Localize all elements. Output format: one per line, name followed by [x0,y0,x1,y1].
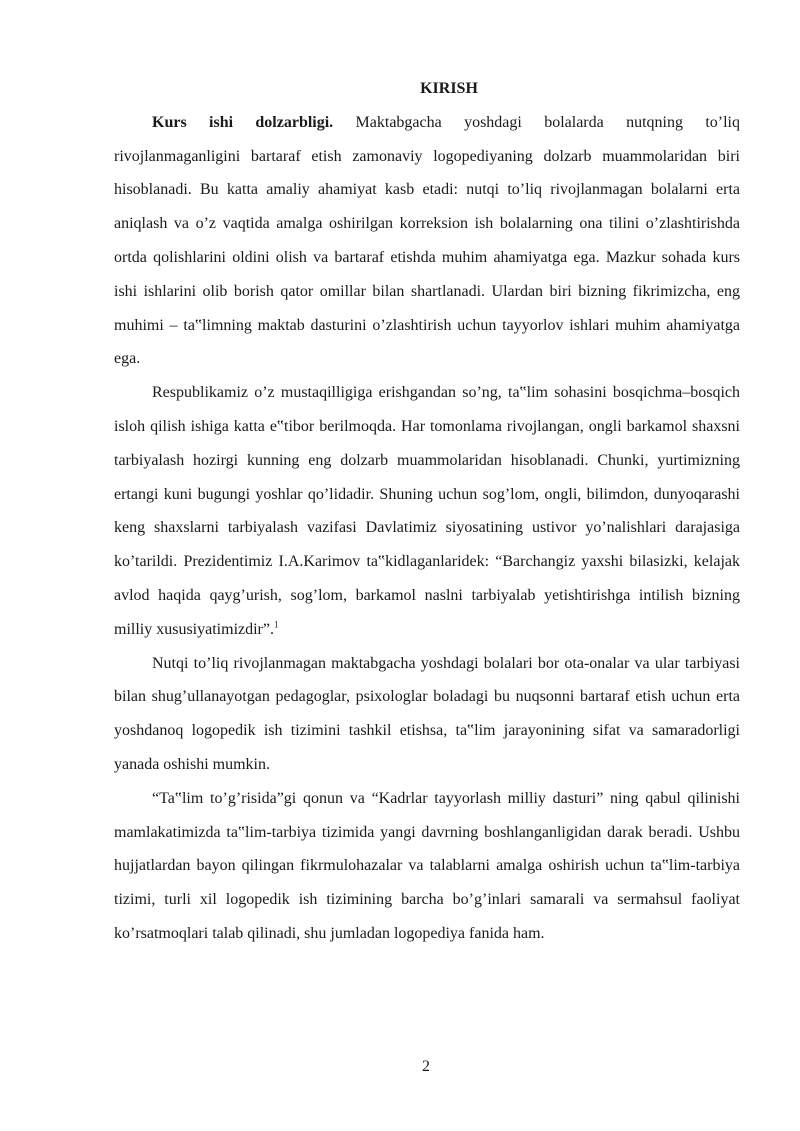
page-title: KIRISH [420,80,478,97]
paragraph-republic [114,376,740,646]
page-number: 2 [422,1058,430,1075]
paragraph-text: Nutqi to’liq rivojlanmagan maktabgacha yoshdagi bolalari bor ota-onalar va ular tarbiyasi bilan shug’ullanayotgan pedagoglar, psixologlar boladagi bu nuqsonni bartaraf etish uchun erta yoshdanoq logopedik ish tizimini tashkil etishsa, ta‟lim jarayonining sifat va samaradorligi yanada oshishi mumkin. [114,654,740,773]
footnote-marker[interactable]: 1 [273,619,279,630]
paragraph-law [114,782,740,951]
paragraph-text: “Ta‟lim to’g’risida”gi qonun va “Kadrlar tayyorlash milliy dasturi” ning qabul qilinishi mamlakatimizda ta‟lim-tarbiya tizimida yangi davrning boshlanganligidan darak beradi. Ushbu hujjatlardan bayon qilingan fikrmulohazalar va talablarni amalga oshirish uchun ta‟lim-tarbiya tizimi, turli xil logopedik ish tizimining barcha bo’g’inlari samarali va sermahsul faoliyat ko’rsatmoqlari talab qilinadi, shu jumladan logopediya fanida ham. [114,789,740,942]
paragraph-lead: Kurs ishi dolzarbligi. [152,113,334,131]
paragraph-parents [114,647,740,782]
document-page [114,72,740,951]
paragraph-text: Respublikamiz o’z mustaqilligiga erishgandan so’ng, ta‟lim sohasini bosqichma–bosqich isloh qilish ishiga katta e‟tibor berilmoqda. Har tomonlama rivojlangan, ongli barkamol shaxsni tarbiyalash hozirgi kunning eng dolzarb muammolaridan hisoblanadi. Chunki, yurtimizning ertangi kuni bugungi yoshlar qo’lidadir. Shuning uchun sog’lom, ongli, bilimdon, dunyoqarashi keng shaxslarni tarbiyalash vazifasi Davlatimiz siyosatining ustivor yo’nalishlari darajasiga ko’tarildi. Prezidentimiz I.A.Karimov ta‟kidlaganlaridek: “Barchangiz yaxshi bilasizki, kelajak avlod haqida qayg’urish, sog’lom, barkamol naslni tarbiyalab yetishtirishga intilish bizning milliy xususiyatimizdir”. [114,384,740,638]
paragraph-text: Maktabgacha yoshdagi bolalarda nutqning to’liq rivojlanmaganligini bartaraf etish zamonaviy logopediyaning dolzarb muammolaridan biri hisoblanadi. Bu katta amaliy ahamiyat kasb etadi: nutqi to’liq rivojlanmagan bolalarni erta aniqlash va o’z vaqtida amalga oshirilgan korreksion ish bolalarning ona tilini o’zlashtirishda ortda qolishlarini oldini olish va bartaraf etishda muhim ahamiyatga ega. Mazkur sohada kurs ishi ishlarini olib borish qator omillar bilan shartlanadi. Ulardan biri bizning fikrimizcha, eng muhimi – ta‟limning maktab dasturini o’zlashtirish uchun tayyorlov ishlari muhim ahamiyatga ega. [114,113,741,368]
paragraph-relevance [114,106,740,376]
